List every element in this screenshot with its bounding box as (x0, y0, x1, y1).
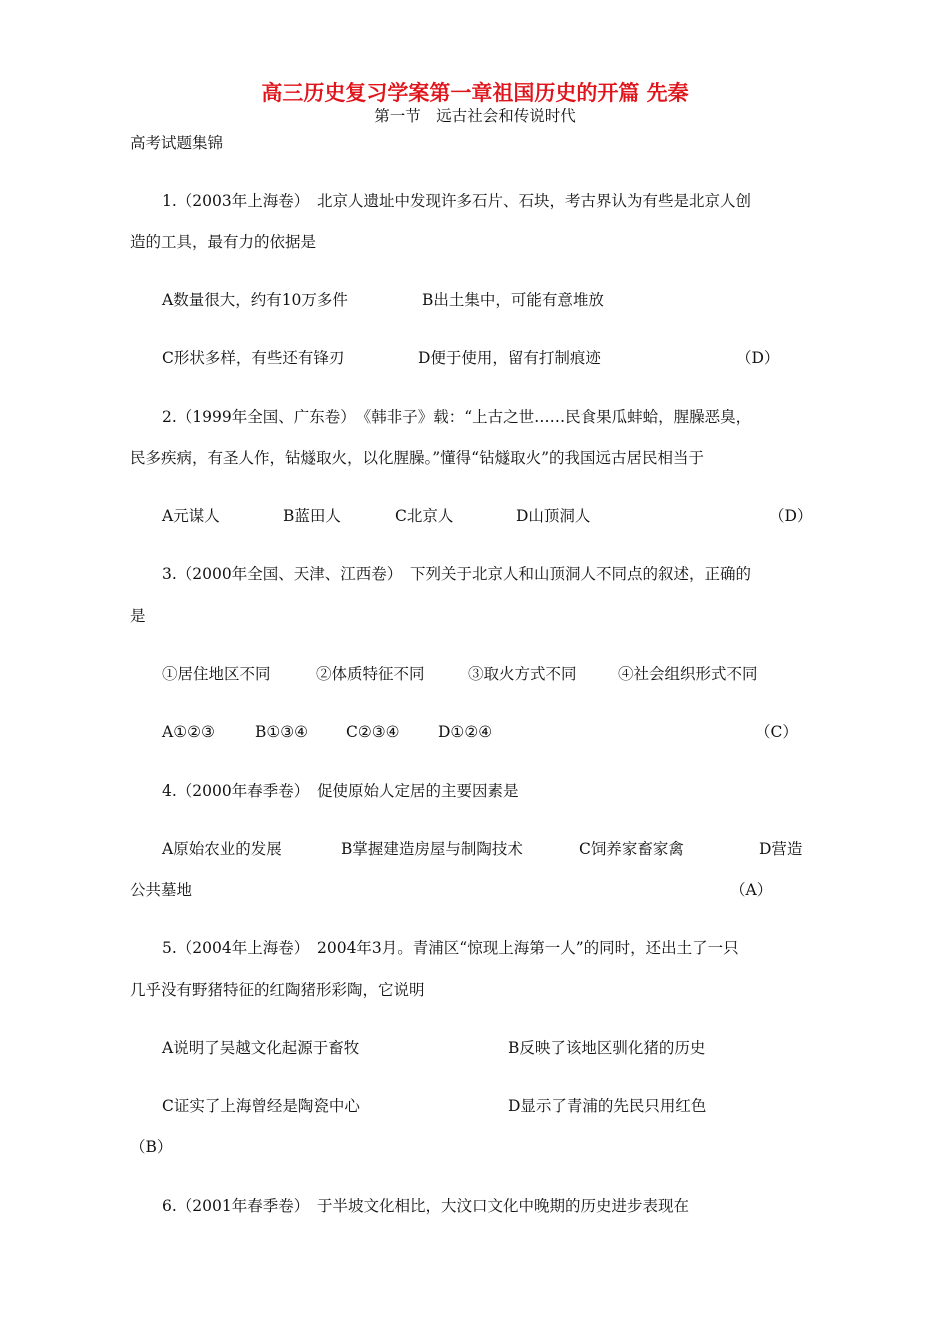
question-3-text-cont: 是 (130, 607, 146, 625)
question-4-option-a: A原始农业的发展 (162, 840, 282, 858)
question-2-option-a: A元谋人 (162, 507, 220, 525)
question-2-text-cont: 民多疾病，有圣人作，钻燧取火，以化腥臊。”懂得“钻燧取火”的我国远古居民相当于 (130, 449, 705, 467)
question-5-option-b: B反映了该地区驯化猪的历史 (508, 1039, 706, 1057)
question-1-option-b: B出土集中，可能有意堆放 (422, 291, 604, 309)
question-5-option-d: D显示了青浦的先民只用红色 (508, 1097, 707, 1115)
question-1-text-cont: 造的工具，最有力的依据是 (130, 233, 317, 251)
question-3-item-3: ③取火方式不同 (468, 665, 577, 683)
question-5-option-a: A说明了吴越文化起源于畜牧 (162, 1039, 360, 1057)
question-1-option-d: D便于使用，留有打制痕迹 (418, 349, 601, 367)
question-2-option-c: C北京人 (395, 507, 454, 525)
question-2-option-b: B蓝田人 (283, 507, 341, 525)
page-title: 高三历史复习学案第一章祖国历史的开篇 先秦 (261, 80, 689, 105)
question-4-option-d: D营造 (759, 840, 803, 858)
question-4-option-c: C饲养家畜家禽 (579, 840, 684, 858)
question-6-text: 6.（2001年春季卷） 于半坡文化相比，大汶口文化中晚期的历史进步表现在 (162, 1197, 689, 1215)
question-2-answer: （D） (769, 507, 813, 525)
question-1-option-a: A数量很大，约有10万多件 (162, 291, 348, 309)
section-heading: 高考试题集锦 (130, 134, 224, 152)
section-subtitle: 第一节 远古社会和传说时代 (374, 107, 576, 125)
question-1-option-c: C形状多样，有些还有锋刃 (162, 349, 345, 367)
question-1-answer: （D） (736, 349, 780, 367)
question-3-item-4: ④社会组织形式不同 (618, 665, 758, 683)
question-3-item-1: ①居住地区不同 (162, 665, 271, 683)
question-4-answer: （A） (730, 881, 773, 899)
question-4-option-d-cont: 公共墓地 (130, 881, 193, 899)
question-4-option-b: B掌握建造房屋与制陶技术 (341, 840, 523, 858)
question-3-item-2: ②体质特征不同 (316, 665, 425, 683)
question-5-answer: （B） (130, 1138, 173, 1156)
question-1-text: 1.（2003年上海卷） 北京人遗址中发现许多石片、石块，考古界认为有些是北京人创 (162, 192, 751, 210)
question-3-option-c: C②③④ (346, 723, 400, 741)
question-5-text-cont: 几乎没有野猪特征的红陶猪形彩陶，它说明 (130, 981, 425, 999)
question-3-answer: （C） (755, 723, 798, 741)
question-2-text: 2.（1999年全国、广东卷） 《韩非子》载：“上古之世……民食果瓜蚌蛤，腥臊恶臭， (162, 408, 752, 426)
question-3-option-d: D①②④ (438, 723, 493, 741)
question-5-option-c: C证实了上海曾经是陶瓷中心 (162, 1097, 360, 1115)
question-5-text: 5.（2004年上海卷） 2004年3月。青浦区“惊现上海第一人”的同时，还出土了一只 (162, 939, 739, 957)
question-2-option-d: D山顶洞人 (516, 507, 591, 525)
question-3-option-a: A①②③ (162, 723, 215, 741)
question-3-text: 3.（2000年全国、天津、江西卷） 下列关于北京人和山顶洞人不同点的叙述，正确的 (162, 565, 751, 583)
question-3-option-b: B①③④ (255, 723, 309, 741)
question-4-text: 4.（2000年春季卷） 促使原始人定居的主要因素是 (162, 782, 519, 800)
